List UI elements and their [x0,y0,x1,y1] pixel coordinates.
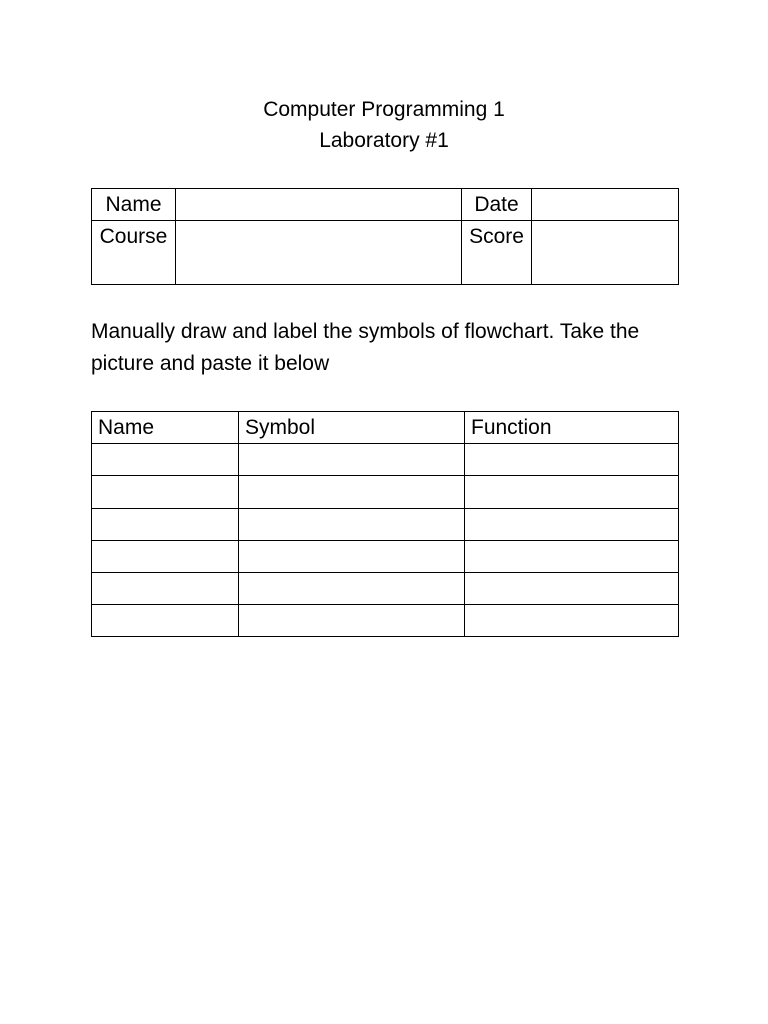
date-label: Date [462,189,532,221]
name-value-cell[interactable] [176,189,462,221]
symbol-cell[interactable] [239,605,465,637]
table-row [92,540,679,572]
name-cell[interactable] [92,444,239,476]
function-cell[interactable] [465,444,679,476]
name-cell[interactable] [92,605,239,637]
document-subtitle: Laboratory #1 [319,129,449,152]
score-value-cell[interactable] [532,221,679,285]
info-row-course-score [92,221,679,285]
course-value-cell[interactable] [176,221,462,285]
info-row-name-date [92,189,679,221]
date-value-cell[interactable] [532,189,679,221]
table-row [92,476,679,508]
table-row [92,508,679,540]
flowchart-symbols-table [91,411,679,637]
header-function: Function [465,412,679,444]
function-cell[interactable] [465,572,679,604]
name-cell[interactable] [92,540,239,572]
symbol-cell[interactable] [239,572,465,604]
function-cell[interactable] [465,476,679,508]
name-cell[interactable] [92,572,239,604]
document-title: Computer Programming 1 [263,98,505,121]
symbol-cell[interactable] [239,444,465,476]
function-cell[interactable] [465,508,679,540]
table-row [92,444,679,476]
score-label: Score [462,221,532,285]
student-info-table [91,188,679,285]
header-symbol: Symbol [239,412,465,444]
symbol-cell[interactable] [239,540,465,572]
course-label: Course [92,221,176,285]
name-cell[interactable] [92,476,239,508]
instructions-paragraph: Manually draw and label the symbols of flowchart. Take the picture and paste it below [91,320,640,375]
header-name: Name [92,412,239,444]
symbol-cell[interactable] [239,476,465,508]
function-cell[interactable] [465,540,679,572]
symbols-table-header-row [92,412,679,444]
table-row [92,605,679,637]
document-header [0,94,768,156]
name-label: Name [92,189,176,221]
function-cell[interactable] [465,605,679,637]
symbol-cell[interactable] [239,508,465,540]
name-cell[interactable] [92,508,239,540]
table-row [92,572,679,604]
